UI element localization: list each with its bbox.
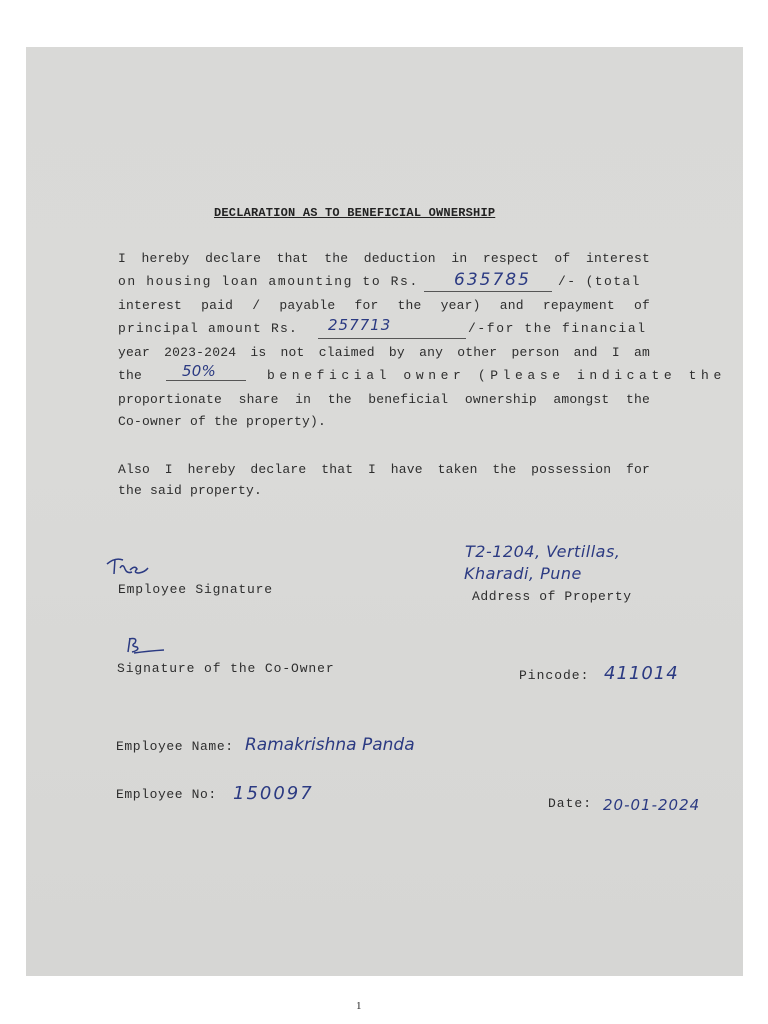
pincode-value: 411014 (604, 663, 679, 684)
para1-line3: interest paid / payable for the year) and repayment of (118, 298, 650, 313)
address-line2: Kharadi, Pune (464, 564, 582, 583)
address-label: Address of Property (472, 589, 632, 604)
document-page (26, 47, 743, 976)
para1-line1: I hereby declare that the deduction in respect of interest (118, 251, 650, 266)
para1-line5: year 2023-2024 is not claimed by any other person and I am (118, 345, 650, 360)
para1-line2-post: /- (total (558, 274, 641, 289)
employee-name-value: Ramakrishna Panda (245, 735, 415, 755)
document-title: DECLARATION AS TO BENEFICIAL OWNERSHIP (214, 206, 496, 220)
para1-line6-pre: the (118, 368, 143, 383)
share-line (166, 380, 246, 381)
employee-no-label: Employee No: (116, 787, 217, 802)
employee-signature-label: Employee Signature (118, 582, 273, 597)
para1-line4-pre: principal amount Rs. (118, 321, 299, 336)
para2-line1: Also I hereby declare that I have taken the possession for (118, 462, 650, 477)
para1-line8: Co-owner of the property). (118, 414, 327, 429)
para1-line7: proportionate share in the beneficial ownership amongst the (118, 392, 650, 407)
date-value: 20-01-2024 (603, 796, 701, 814)
principal-amount-value: 257713 (328, 316, 392, 334)
principal-amount-line (318, 338, 466, 339)
para2-line2: the said property. (118, 483, 263, 498)
page-number: 1 (356, 1000, 362, 1012)
coowner-signature (124, 634, 168, 658)
interest-amount-line (424, 291, 552, 292)
para1-line4-post: /-for the financial (468, 321, 647, 336)
pincode-label: Pincode: (519, 668, 590, 683)
address-line1: T2-1204, Vertillas, (465, 542, 621, 561)
interest-amount-value: 635785 (454, 270, 531, 290)
para1-line6-post: beneficial owner (Please indicate the (267, 368, 726, 383)
employee-no-value: 150097 (233, 783, 314, 804)
para1-line2-pre: on housing loan amounting to Rs. (118, 274, 419, 289)
employee-name-label: Employee Name: (116, 739, 234, 754)
coowner-signature-label: Signature of the Co-Owner (117, 661, 335, 676)
employee-signature (103, 554, 153, 580)
date-label: Date: (548, 796, 593, 811)
share-value: 50% (182, 362, 216, 380)
